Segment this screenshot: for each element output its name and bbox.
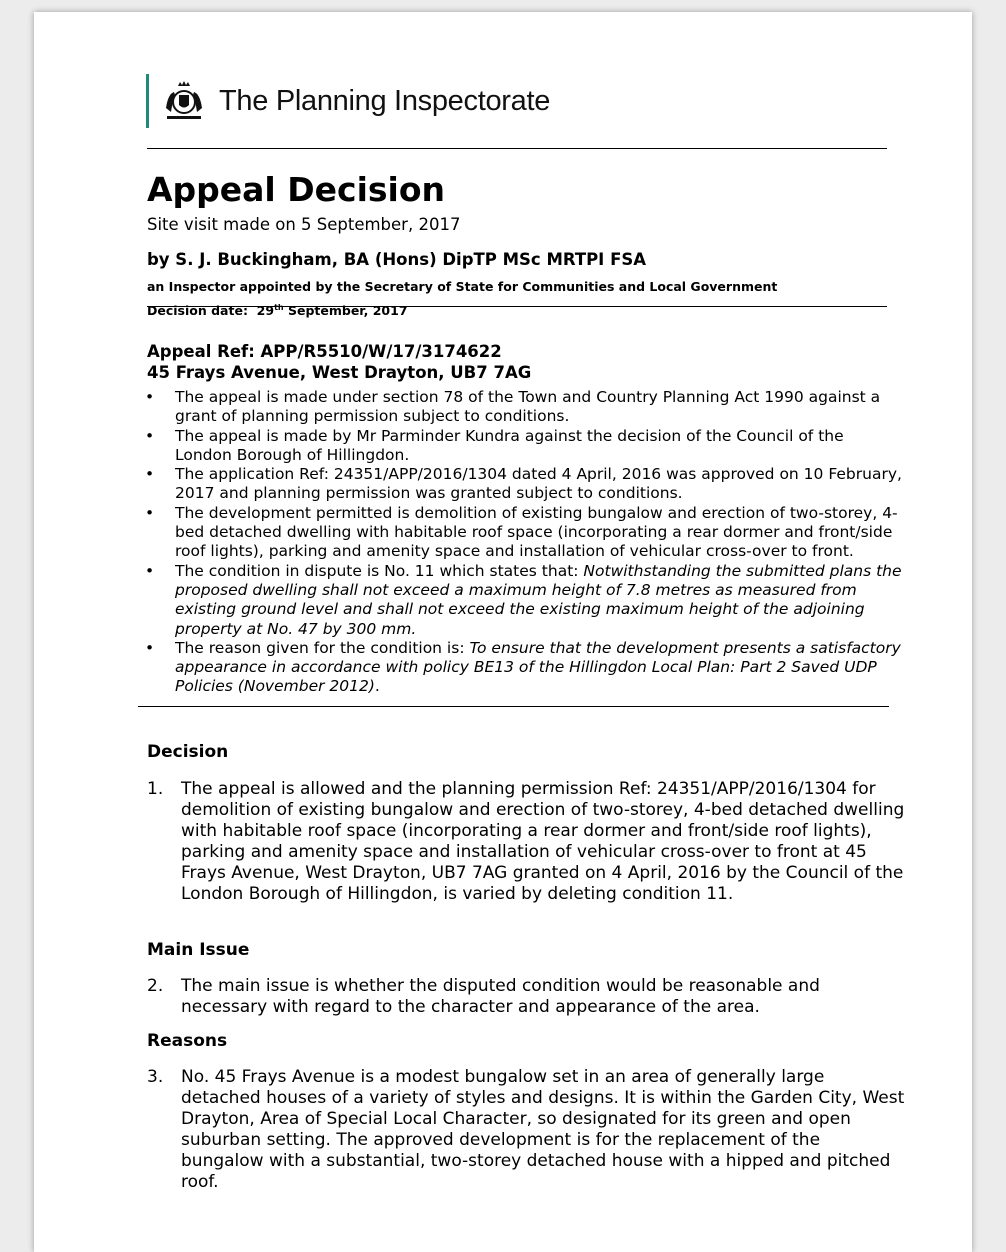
bullet-marker: • bbox=[145, 503, 155, 522]
decision-date-day: 29 bbox=[256, 303, 275, 319]
paragraph-number: 3. bbox=[147, 1067, 164, 1087]
royal-coat-of-arms-icon bbox=[161, 78, 207, 124]
list-item bbox=[142, 504, 902, 562]
condition-quote: Notwithstanding the submitted plans the proposed dwelling shall not exceed a maximum height of 7.8 metres as measured from existing ground level and shall not exceed the existing maximum height of the adjoining property at No. 47 by 300 mm. bbox=[175, 561, 902, 638]
document-title: Appeal Decision bbox=[147, 170, 445, 209]
reason-end: . bbox=[374, 677, 380, 696]
organisation-name: The Planning Inspectorate bbox=[219, 84, 551, 117]
list-item bbox=[142, 562, 902, 639]
site-address: 45 Frays Avenue, West Drayton, UB7 7AG bbox=[147, 363, 532, 382]
decision-date-suffix: th bbox=[274, 303, 284, 312]
decision-date-rest: September, 2017 bbox=[287, 303, 408, 319]
list-item-text: The application Ref: 24351/APP/2016/1304 dated 4 April, 2016 was approved on 10 February, 2017 and planning permission was granted subject to conditions. bbox=[175, 465, 902, 503]
list-item-text: The reason given for the condition is: bbox=[175, 638, 470, 657]
bullet-marker: • bbox=[145, 561, 155, 580]
list-item bbox=[142, 639, 902, 697]
bullet-marker: • bbox=[145, 638, 155, 657]
list-item-text: The development permitted is demolition of existing bungalow and erection of two-storey, 4-bed detached dwelling with habitable roof space (incorporating a rear dormer and front/side roof lights), parking and amenity space and installation of vehicular cross-over to front. bbox=[175, 503, 898, 561]
list-item-text: The appeal is made by Mr Parminder Kundra against the decision of the Council of the London Borough of Hillingdon. bbox=[175, 426, 844, 464]
paragraph-1 bbox=[147, 779, 907, 904]
list-item-text: The condition in dispute is No. 11 which states that: bbox=[175, 561, 584, 580]
paragraph-3 bbox=[147, 1067, 907, 1192]
bullet-marker: • bbox=[145, 388, 155, 406]
site-visit-text: Site visit made on 5 September, 2017 bbox=[147, 215, 461, 234]
decision-date-label: Decision date: bbox=[147, 303, 248, 319]
paragraph-number: 1. bbox=[147, 779, 164, 799]
appointment-text: an Inspector appointed by the Secretary of State for Communities and Local Government bbox=[147, 279, 778, 294]
logo-accent-bar bbox=[146, 74, 149, 128]
paragraph-text: The main issue is whether the disputed condition would be reasonable and necessary with regard to the character and appearance of the area. bbox=[181, 976, 820, 1017]
appeal-summary-list bbox=[142, 388, 902, 697]
list-item bbox=[142, 388, 902, 427]
header-rule bbox=[147, 148, 887, 149]
reasons-heading: Reasons bbox=[147, 1031, 228, 1051]
bullet-marker: • bbox=[145, 465, 155, 484]
paragraph-2 bbox=[147, 976, 907, 1018]
reason-quote: To ensure that the development presents a satisfactory appearance in accordance with policy BE13 of the Hillingdon Local Plan: Part 2 Saved UDP Policies (November 2012) bbox=[175, 638, 901, 696]
main-issue-heading: Main Issue bbox=[147, 940, 250, 960]
document-page bbox=[34, 12, 972, 1252]
inspector-name: by S. J. Buckingham, BA (Hons) DipTP MSc MRTPI FSA bbox=[147, 250, 646, 269]
list-item-text: The appeal is made under section 78 of the Town and Country Planning Act 1990 against a grant of planning permission subject to conditions. bbox=[175, 388, 881, 426]
summary-rule bbox=[138, 706, 889, 707]
decision-heading: Decision bbox=[147, 742, 229, 762]
paragraph-text: The appeal is allowed and the planning permission Ref: 24351/APP/2016/1304 for demolition of existing bungalow and erection of two-storey, 4-bed detached dwelling with habitable roof space (incorporating a rear dormer and front/side roof lights), parking and amenity space and installation of vehicular cross-over to front at 45 Frays Avenue, West Drayton, UB7 7AG granted on 4 April, 2016 by the Council of the London Borough of Hillingdon, is varied by deleting condition 11. bbox=[181, 779, 905, 904]
list-item bbox=[142, 427, 902, 466]
planning-inspectorate-logo bbox=[146, 74, 550, 128]
appeal-reference: Appeal Ref: APP/R5510/W/17/3174622 bbox=[147, 342, 502, 361]
bullet-marker: • bbox=[145, 426, 155, 445]
list-item bbox=[142, 465, 902, 504]
date-rule bbox=[147, 306, 887, 307]
paragraph-number: 2. bbox=[147, 976, 164, 996]
paragraph-text: No. 45 Frays Avenue is a modest bungalow set in an area of generally large detached houses of a variety of styles and designs. It is within the Garden City, West Drayton, Area of Special Local Character, so designated for its green and open suburban setting. The approved development is for the replacement of the bungalow with a substantial, two-storey detached house with a hipped and pitched roof. bbox=[181, 1067, 905, 1192]
